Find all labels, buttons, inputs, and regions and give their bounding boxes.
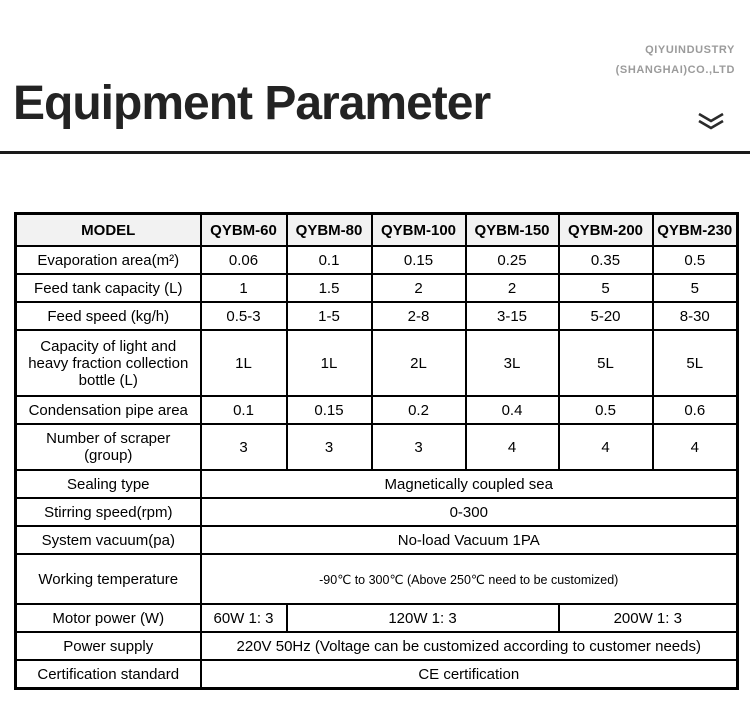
row-label: Stirring speed(rpm) [16, 498, 201, 526]
cell-value: 0.5 [653, 246, 738, 274]
cell-value: 0.2 [372, 396, 466, 424]
cell-value: 1L [287, 330, 372, 396]
column-header-qybm-200: QYBM-200 [559, 214, 653, 247]
column-header-qybm-100: QYBM-100 [372, 214, 466, 247]
cell-value: 0.4 [466, 396, 559, 424]
column-header-model: MODEL [16, 214, 201, 247]
table-row [16, 330, 738, 396]
brand-logo [616, 40, 735, 80]
table-row [16, 424, 738, 470]
cell-value: 0.5 [559, 396, 653, 424]
cell-value: 1L [201, 330, 287, 396]
cell-value: 4 [653, 424, 738, 470]
row-label: Motor power (W) [16, 604, 201, 632]
row-label: System vacuum(pa) [16, 526, 201, 554]
equipment-parameter-table [14, 212, 739, 690]
row-label: Evaporation area(m²) [16, 246, 201, 274]
cell-value: 3L [466, 330, 559, 396]
cell-value: 60W 1: 3 [201, 604, 287, 632]
divider [0, 151, 750, 154]
cell-value: 0.06 [201, 246, 287, 274]
table-row [16, 604, 738, 632]
cell-value: 0.6 [653, 396, 738, 424]
table-header-row [16, 214, 738, 247]
cell-value: 1-5 [287, 302, 372, 330]
table-row [16, 246, 738, 274]
cell-value: 5 [559, 274, 653, 302]
cell-value: 1.5 [287, 274, 372, 302]
cell-value: 0.1 [201, 396, 287, 424]
row-label: Feed speed (kg/h) [16, 302, 201, 330]
brand-name-line1: QIYUINDUSTRY [645, 44, 735, 56]
cell-value: 0.1 [287, 246, 372, 274]
cell-value: 2L [372, 330, 466, 396]
cell-value: 2 [372, 274, 466, 302]
column-header-qybm-60: QYBM-60 [201, 214, 287, 247]
cell-value: 2-8 [372, 302, 466, 330]
column-header-qybm-230: QYBM-230 [653, 214, 738, 247]
cell-value: 2 [466, 274, 559, 302]
table-row [16, 470, 738, 498]
cell-value: 3-15 [466, 302, 559, 330]
row-label: Capacity of light and heavy fraction collection bottle (L) [16, 330, 201, 396]
double-chevron-down-icon [697, 112, 725, 132]
table-row [16, 526, 738, 554]
cell-value: Magnetically coupled sea [201, 470, 738, 498]
cell-value: 0.15 [372, 246, 466, 274]
cell-value: No-load Vacuum 1PA [201, 526, 738, 554]
cell-value: 3 [287, 424, 372, 470]
cell-value: 4 [466, 424, 559, 470]
table-row [16, 274, 738, 302]
row-label: Feed tank capacity (L) [16, 274, 201, 302]
cell-value: 0-300 [201, 498, 738, 526]
row-label: Certification standard [16, 660, 201, 689]
table-row [16, 554, 738, 604]
table-row [16, 498, 738, 526]
column-header-qybm-150: QYBM-150 [466, 214, 559, 247]
cell-value: 3 [201, 424, 287, 470]
table-row [16, 660, 738, 689]
table-row [16, 302, 738, 330]
cell-value: 0.5-3 [201, 302, 287, 330]
brand-name-line2: (SHANGHAI)CO.,LTD [615, 64, 735, 76]
cell-value: 0.35 [559, 246, 653, 274]
cell-value: 5L [653, 330, 738, 396]
page-title: Equipment Parameter [13, 77, 491, 130]
row-label: Number of scraper (group) [16, 424, 201, 470]
cell-value: 1 [201, 274, 287, 302]
cell-value: 5L [559, 330, 653, 396]
row-label: Working temperature [16, 554, 201, 604]
column-header-qybm-80: QYBM-80 [287, 214, 372, 247]
table-row [16, 396, 738, 424]
cell-value: 120W 1: 3 [287, 604, 559, 632]
cell-value: -90℃ to 300℃ (Above 250℃ need to be customized) [201, 554, 738, 604]
row-label: Power supply [16, 632, 201, 660]
cell-value: 220V 50Hz (Voltage can be customized according to customer needs) [201, 632, 738, 660]
cell-value: CE certification [201, 660, 738, 689]
cell-value: 8-30 [653, 302, 738, 330]
cell-value: 5-20 [559, 302, 653, 330]
cell-value: 200W 1: 3 [559, 604, 738, 632]
table-row [16, 632, 738, 660]
cell-value: 3 [372, 424, 466, 470]
row-label: Condensation pipe area [16, 396, 201, 424]
cell-value: 0.15 [287, 396, 372, 424]
cell-value: 5 [653, 274, 738, 302]
cell-value: 4 [559, 424, 653, 470]
cell-value: 0.25 [466, 246, 559, 274]
row-label: Sealing type [16, 470, 201, 498]
